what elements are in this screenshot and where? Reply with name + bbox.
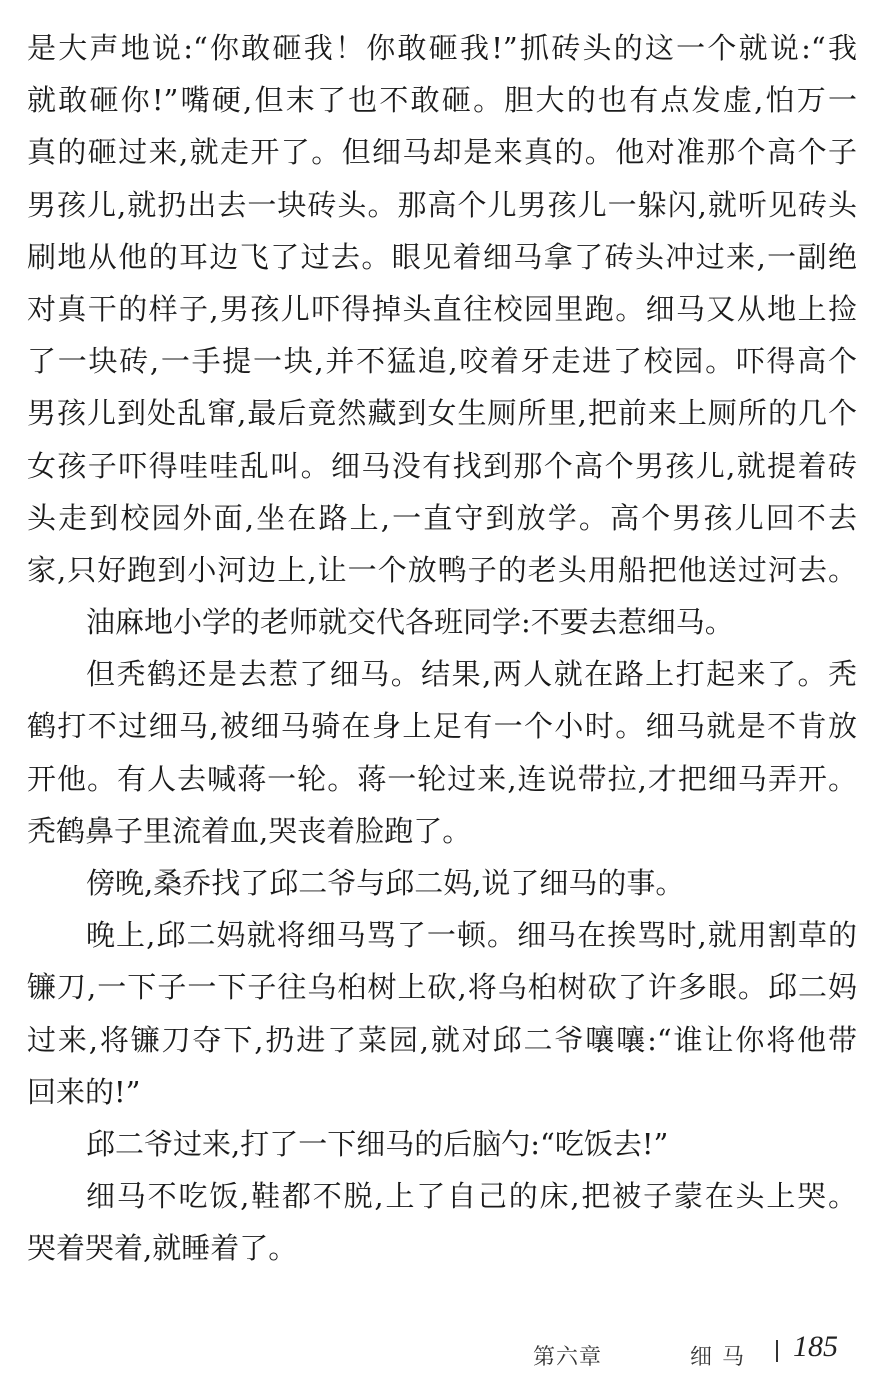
body-text [27,22,857,1275]
text-line: 鹤打不过细马,被细马骑在身上足有一个小时。细马就是不肯放 [27,709,857,744]
text-line: 油麻地小学的老师就交代各班同学:不要去惹细马。 [86,605,734,640]
text-line: 晚上,邱二妈就将细马骂了一顿。细马在挨骂时,就用割草的 [86,918,857,953]
page-number: 185 [793,1330,838,1363]
text-line: 对真干的样子,男孩儿吓得掉头直往校园里跑。细马又从地上捡 [27,291,857,326]
text-line: 就敢砸你!”嘴硬,但末了也不敢砸。胆大的也有点发虚,怕万一 [27,83,857,118]
text-line: 了一块砖,一手提一块,并不猛追,咬着牙走进了校园。吓得高个 [27,344,857,379]
chapter-label: 第六章 [532,1345,602,1370]
text-line: 男孩儿,就扔出去一块砖头。那高个儿男孩儿一躲闪,就听见砖头 [27,187,857,222]
text-line: 回来的!” [27,1074,141,1109]
text-line: 女孩子吓得哇哇乱叫。细马没有找到那个高个男孩儿,就提着砖 [27,448,857,483]
text-line: 头走到校园外面,坐在路上,一直守到放学。高个男孩儿回不去 [27,500,857,535]
text-line: 开他。有人去喊蒋一轮。蒋一轮过来,连说带拉,才把细马弄开。 [27,761,857,796]
text-line: 但秃鹤还是去惹了细马。结果,两人就在路上打起来了。秃 [86,657,857,692]
text-line: 邱二爷过来,打了一下细马的后脑勺:“吃饭去!” [86,1126,669,1161]
text-line: 过来,将镰刀夺下,扔进了菜园,就对邱二爷嚷嚷:“谁让你将他带 [27,1022,857,1057]
text-line: 真的砸过来,就走开了。但细马却是来真的。他对准那个高个子 [27,135,857,170]
footer-divider [776,1340,778,1362]
text-line: 刷地从他的耳边飞了过去。眼见着细马拿了砖头冲过来,一副绝 [27,239,857,274]
text-line: 秃鹤鼻子里流着血,哭丧着脸跑了。 [27,813,472,848]
chapter-title: 细马 [689,1345,754,1370]
page-footer [0,1330,838,1370]
text-line: 是大声地说:“你敢砸我！你敢砸我!”抓砖头的这一个就说:“我 [27,31,857,65]
text-line: 镰刀,一下子一下子往乌桕树上砍,将乌桕树砍了许多眼。邱二妈 [27,970,857,1005]
text-line: 傍晚,桑乔找了邱二爷与邱二妈,说了细马的事。 [86,866,685,900]
text-line: 细马不吃饭,鞋都不脱,上了自己的床,把被子蒙在头上哭。 [86,1179,857,1214]
text-line: 家,只好跑到小河边上,让一个放鸭子的老头用船把他送过河去。 [27,552,857,587]
text-line: 哭着哭着,就睡着了。 [27,1231,298,1266]
text-line: 男孩儿到处乱窜,最后竟然藏到女生厕所里,把前来上厕所的几个 [27,396,857,431]
